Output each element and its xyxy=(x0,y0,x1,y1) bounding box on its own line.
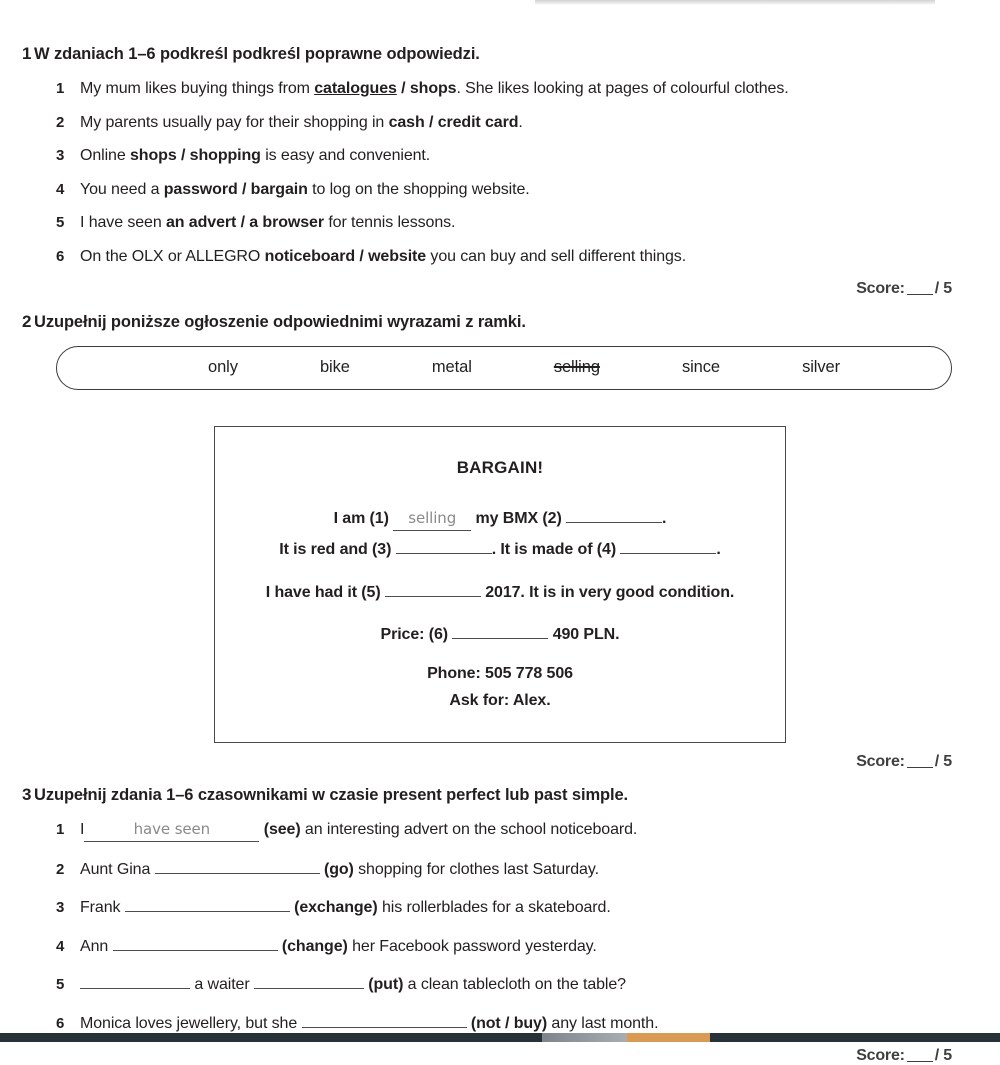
advert-text: ) xyxy=(610,540,621,558)
item-post-text: . xyxy=(518,113,523,131)
item-pre-text: I xyxy=(80,820,85,838)
word-bank-item[interactable]: metal xyxy=(431,358,472,377)
advert-gap-3[interactable] xyxy=(396,534,492,554)
exercise-1-item-6 xyxy=(0,246,1000,268)
advert-contact-text: Ask for: Alex. xyxy=(449,691,551,709)
item-post-text: her Facebook password yesterday. xyxy=(347,937,597,955)
item-text xyxy=(80,78,1000,100)
gap-number-6: 6 xyxy=(433,626,443,644)
item-post-text: his rollerblades for a skateboard. xyxy=(377,899,611,917)
word-bank-item[interactable]: since xyxy=(681,358,720,377)
item-text xyxy=(80,1008,1000,1035)
advert-gap-4[interactable] xyxy=(620,534,716,554)
item-pre-text: My mum likes buying things from xyxy=(80,80,315,97)
exercise-1-heading xyxy=(0,44,1000,64)
footer-segment-dark-right xyxy=(710,1033,1000,1042)
score-input-blank[interactable] xyxy=(907,767,933,768)
score-input-blank[interactable] xyxy=(907,294,933,295)
item-post-text: to log on the shopping website. xyxy=(307,180,530,198)
exercise-1-items xyxy=(0,78,1000,268)
item-pre-text: Ann xyxy=(80,937,113,955)
exercise-2-instruction: Uzupełnij poniższe ogłoszenie odpowiednimi wyrazami z ramki. xyxy=(34,312,526,331)
advert-text: 2017. It is in very good condition. xyxy=(480,583,735,601)
item-option-b[interactable]: shops xyxy=(409,80,457,97)
exercise-1 xyxy=(0,44,1000,298)
item-post-text: shopping for clothes last Saturday. xyxy=(353,860,599,878)
advert-phone xyxy=(233,662,767,687)
advert-text: . It is made of ( xyxy=(491,540,603,558)
item-option-a[interactable]: an advert xyxy=(165,214,237,232)
item-separator: / xyxy=(396,80,410,97)
gap-number-4: 4 xyxy=(602,540,611,558)
advert-text: my BMX ( xyxy=(471,509,548,527)
item-number: 4 xyxy=(56,937,65,955)
word-bank-item[interactable]: only xyxy=(208,358,238,377)
item-text xyxy=(80,854,1000,881)
exercise-2 xyxy=(0,312,1000,771)
item-text xyxy=(80,212,1000,234)
item-number: 6 xyxy=(56,1015,65,1033)
answer-blank-5b[interactable] xyxy=(254,969,364,989)
exercise-1-item-2 xyxy=(0,112,1000,134)
item-option-b[interactable]: website xyxy=(368,247,427,265)
item-text xyxy=(80,246,1000,268)
advert-gap-5[interactable] xyxy=(385,577,481,597)
advert-line-4 xyxy=(233,619,767,648)
gap-number-5: 5 xyxy=(366,583,376,601)
score-label: Score: xyxy=(856,1046,905,1064)
item-pre-text: On the OLX or ALLEGRO xyxy=(80,247,265,265)
advert-line-3 xyxy=(233,577,767,606)
item-pre-text: You need a xyxy=(80,180,164,198)
answer-blank-6[interactable] xyxy=(302,1008,467,1028)
score-label: Score: xyxy=(856,752,905,770)
item-option-b[interactable]: shopping xyxy=(189,147,261,165)
exercise-1-item-1 xyxy=(0,78,1000,100)
item-text xyxy=(80,145,1000,167)
footer-color-bar xyxy=(0,1033,1000,1042)
item-separator: / xyxy=(237,180,251,198)
item-pre-text: Frank xyxy=(80,899,125,917)
advert-contact xyxy=(233,689,767,714)
item-text xyxy=(80,819,1000,842)
item-text xyxy=(80,179,1000,201)
score-label: Score: xyxy=(856,279,905,297)
item-number: 5 xyxy=(56,214,65,232)
exercise-1-item-4 xyxy=(0,179,1000,201)
item-option-a[interactable]: catalogues xyxy=(314,80,397,97)
advert-container xyxy=(0,426,1000,743)
item-number: 1 xyxy=(56,820,65,838)
item-post-text: any last month. xyxy=(547,1015,659,1033)
advert-title: BARGAIN! xyxy=(456,457,544,477)
verb-prompt: (see) xyxy=(263,820,301,838)
verb-prompt: (not / buy) xyxy=(470,1015,548,1033)
exercise-3-number: 3 xyxy=(22,784,32,804)
advert-gap-1-answer[interactable]: selling xyxy=(393,511,471,531)
exercise-2-score xyxy=(0,753,1000,771)
verb-prompt: (put) xyxy=(368,976,404,994)
exercise-3-items xyxy=(0,819,1000,1035)
verb-prompt: (exchange) xyxy=(294,899,378,917)
advert-phone-text: Phone: 505 778 506 xyxy=(427,665,573,683)
item-separator: / xyxy=(236,214,250,232)
item-post-text: a clean tablecloth on the table? xyxy=(403,976,626,994)
word-bank-item[interactable]: bike xyxy=(319,358,350,377)
exercise-3-item-1 xyxy=(0,819,1000,842)
item-text xyxy=(80,931,1000,958)
answer-blank-5a[interactable] xyxy=(80,969,190,989)
advert-text: ) xyxy=(442,626,453,644)
advert-line-2 xyxy=(233,534,767,563)
advert-text: ) xyxy=(383,509,394,527)
item-text xyxy=(80,892,1000,919)
advert-box xyxy=(214,426,786,743)
advert-text: I have had it ( xyxy=(265,583,367,601)
item-number: 5 xyxy=(56,976,65,994)
item-pre-text: I have seen xyxy=(80,214,166,232)
exercise-1-instruction: W zdaniach 1–6 podkreśl podkreśl poprawne odpowiedzi. xyxy=(34,45,480,63)
exercise-2-number: 2 xyxy=(22,311,32,331)
gap-number-3: 3 xyxy=(377,540,387,558)
item-text xyxy=(80,969,1000,996)
exercise-1-item-3 xyxy=(0,145,1000,167)
gap-number-2: 2 xyxy=(547,509,557,527)
item-option-b[interactable]: bargain xyxy=(250,180,308,198)
advert-text: 490 PLN. xyxy=(548,626,620,644)
item-number: 3 xyxy=(56,147,65,165)
item-post-text: for tennis lessons. xyxy=(323,214,456,232)
item-number: 2 xyxy=(56,113,65,131)
word-bank xyxy=(56,346,952,390)
advert-text: It is red and ( xyxy=(279,540,378,558)
item-text xyxy=(80,112,1000,134)
item-mid-text: a waiter xyxy=(190,976,254,994)
item-option-a[interactable]: cash xyxy=(388,113,425,131)
word-bank-item-used[interactable]: selling xyxy=(553,358,600,377)
exercise-1-item-5 xyxy=(0,212,1000,234)
footer-segment-orange xyxy=(627,1033,710,1042)
item-pre-text: My parents usually pay for their shopping in xyxy=(80,113,389,131)
advert-gap-6[interactable] xyxy=(452,619,548,639)
answer-blank-3[interactable] xyxy=(125,892,290,912)
advert-line-1 xyxy=(233,503,767,532)
word-bank-item[interactable]: silver xyxy=(802,358,840,377)
advert-text: . xyxy=(662,509,667,527)
exercise-3-item-5 xyxy=(0,969,1000,996)
score-max: / 5 xyxy=(934,1046,952,1064)
answer-blank-4[interactable] xyxy=(113,931,278,951)
item-option-a[interactable]: noticeboard xyxy=(264,247,356,265)
item-option-b[interactable]: a browser xyxy=(249,214,324,232)
exercise-1-number: 1 xyxy=(22,44,32,63)
exercise-3-score xyxy=(0,1047,1000,1065)
exercise-3 xyxy=(0,785,1000,1065)
exercise-3-item-3 xyxy=(0,892,1000,919)
advert-text: ) xyxy=(386,540,396,558)
exercise-1-score xyxy=(0,280,1000,298)
score-input-blank[interactable] xyxy=(907,1061,933,1062)
footer-segment-dark-left xyxy=(0,1033,542,1042)
item-option-b[interactable]: credit card xyxy=(437,113,519,131)
item-number: 3 xyxy=(56,899,65,917)
exercise-3-item-6 xyxy=(0,1008,1000,1035)
exercise-3-item-4 xyxy=(0,931,1000,958)
item-separator: / xyxy=(176,147,190,165)
item-number: 1 xyxy=(56,80,65,97)
answer-blank-1[interactable]: have seen xyxy=(84,822,259,842)
gap-number-1: 1 xyxy=(374,509,384,527)
item-pre-text: Online xyxy=(80,147,130,165)
item-post-text: is easy and convenient. xyxy=(260,147,431,165)
item-number: 6 xyxy=(56,247,65,265)
advert-text: I am ( xyxy=(333,509,375,527)
verb-prompt: (change) xyxy=(281,937,348,955)
advert-text: Price: ( xyxy=(380,626,434,644)
item-option-a[interactable]: shops xyxy=(130,147,177,165)
item-post-text: you can buy and sell different things. xyxy=(426,247,687,265)
verb-prompt: (go) xyxy=(323,860,354,878)
advert-text: ) xyxy=(375,583,385,601)
footer-segment-grey xyxy=(542,1033,627,1042)
item-separator: / xyxy=(424,113,438,131)
item-number: 2 xyxy=(56,860,65,878)
item-post-text: . She likes looking at pages of colourful clothes. xyxy=(456,80,789,97)
item-post-text: an interesting advert on the school noticeboard. xyxy=(300,820,638,838)
exercise-2-heading xyxy=(0,312,1000,332)
item-number: 4 xyxy=(56,180,65,198)
advert-gap-2[interactable] xyxy=(566,503,662,523)
exercise-3-heading xyxy=(0,785,1000,805)
advert-text: . xyxy=(716,540,721,558)
item-pre-text: Monica loves jewellery, but she xyxy=(80,1015,302,1033)
exercise-3-item-2 xyxy=(0,854,1000,881)
item-option-a[interactable]: password xyxy=(163,180,238,198)
exercise-3-instruction: Uzupełnij zdania 1–6 czasownikami w czasie present perfect lub past simple. xyxy=(34,785,629,804)
item-separator: / xyxy=(355,247,369,265)
score-max: / 5 xyxy=(934,752,952,770)
advert-text: ) xyxy=(556,509,567,527)
item-pre-text: Aunt Gina xyxy=(80,860,155,878)
answer-blank-2[interactable] xyxy=(155,854,320,874)
score-max: / 5 xyxy=(934,279,952,297)
